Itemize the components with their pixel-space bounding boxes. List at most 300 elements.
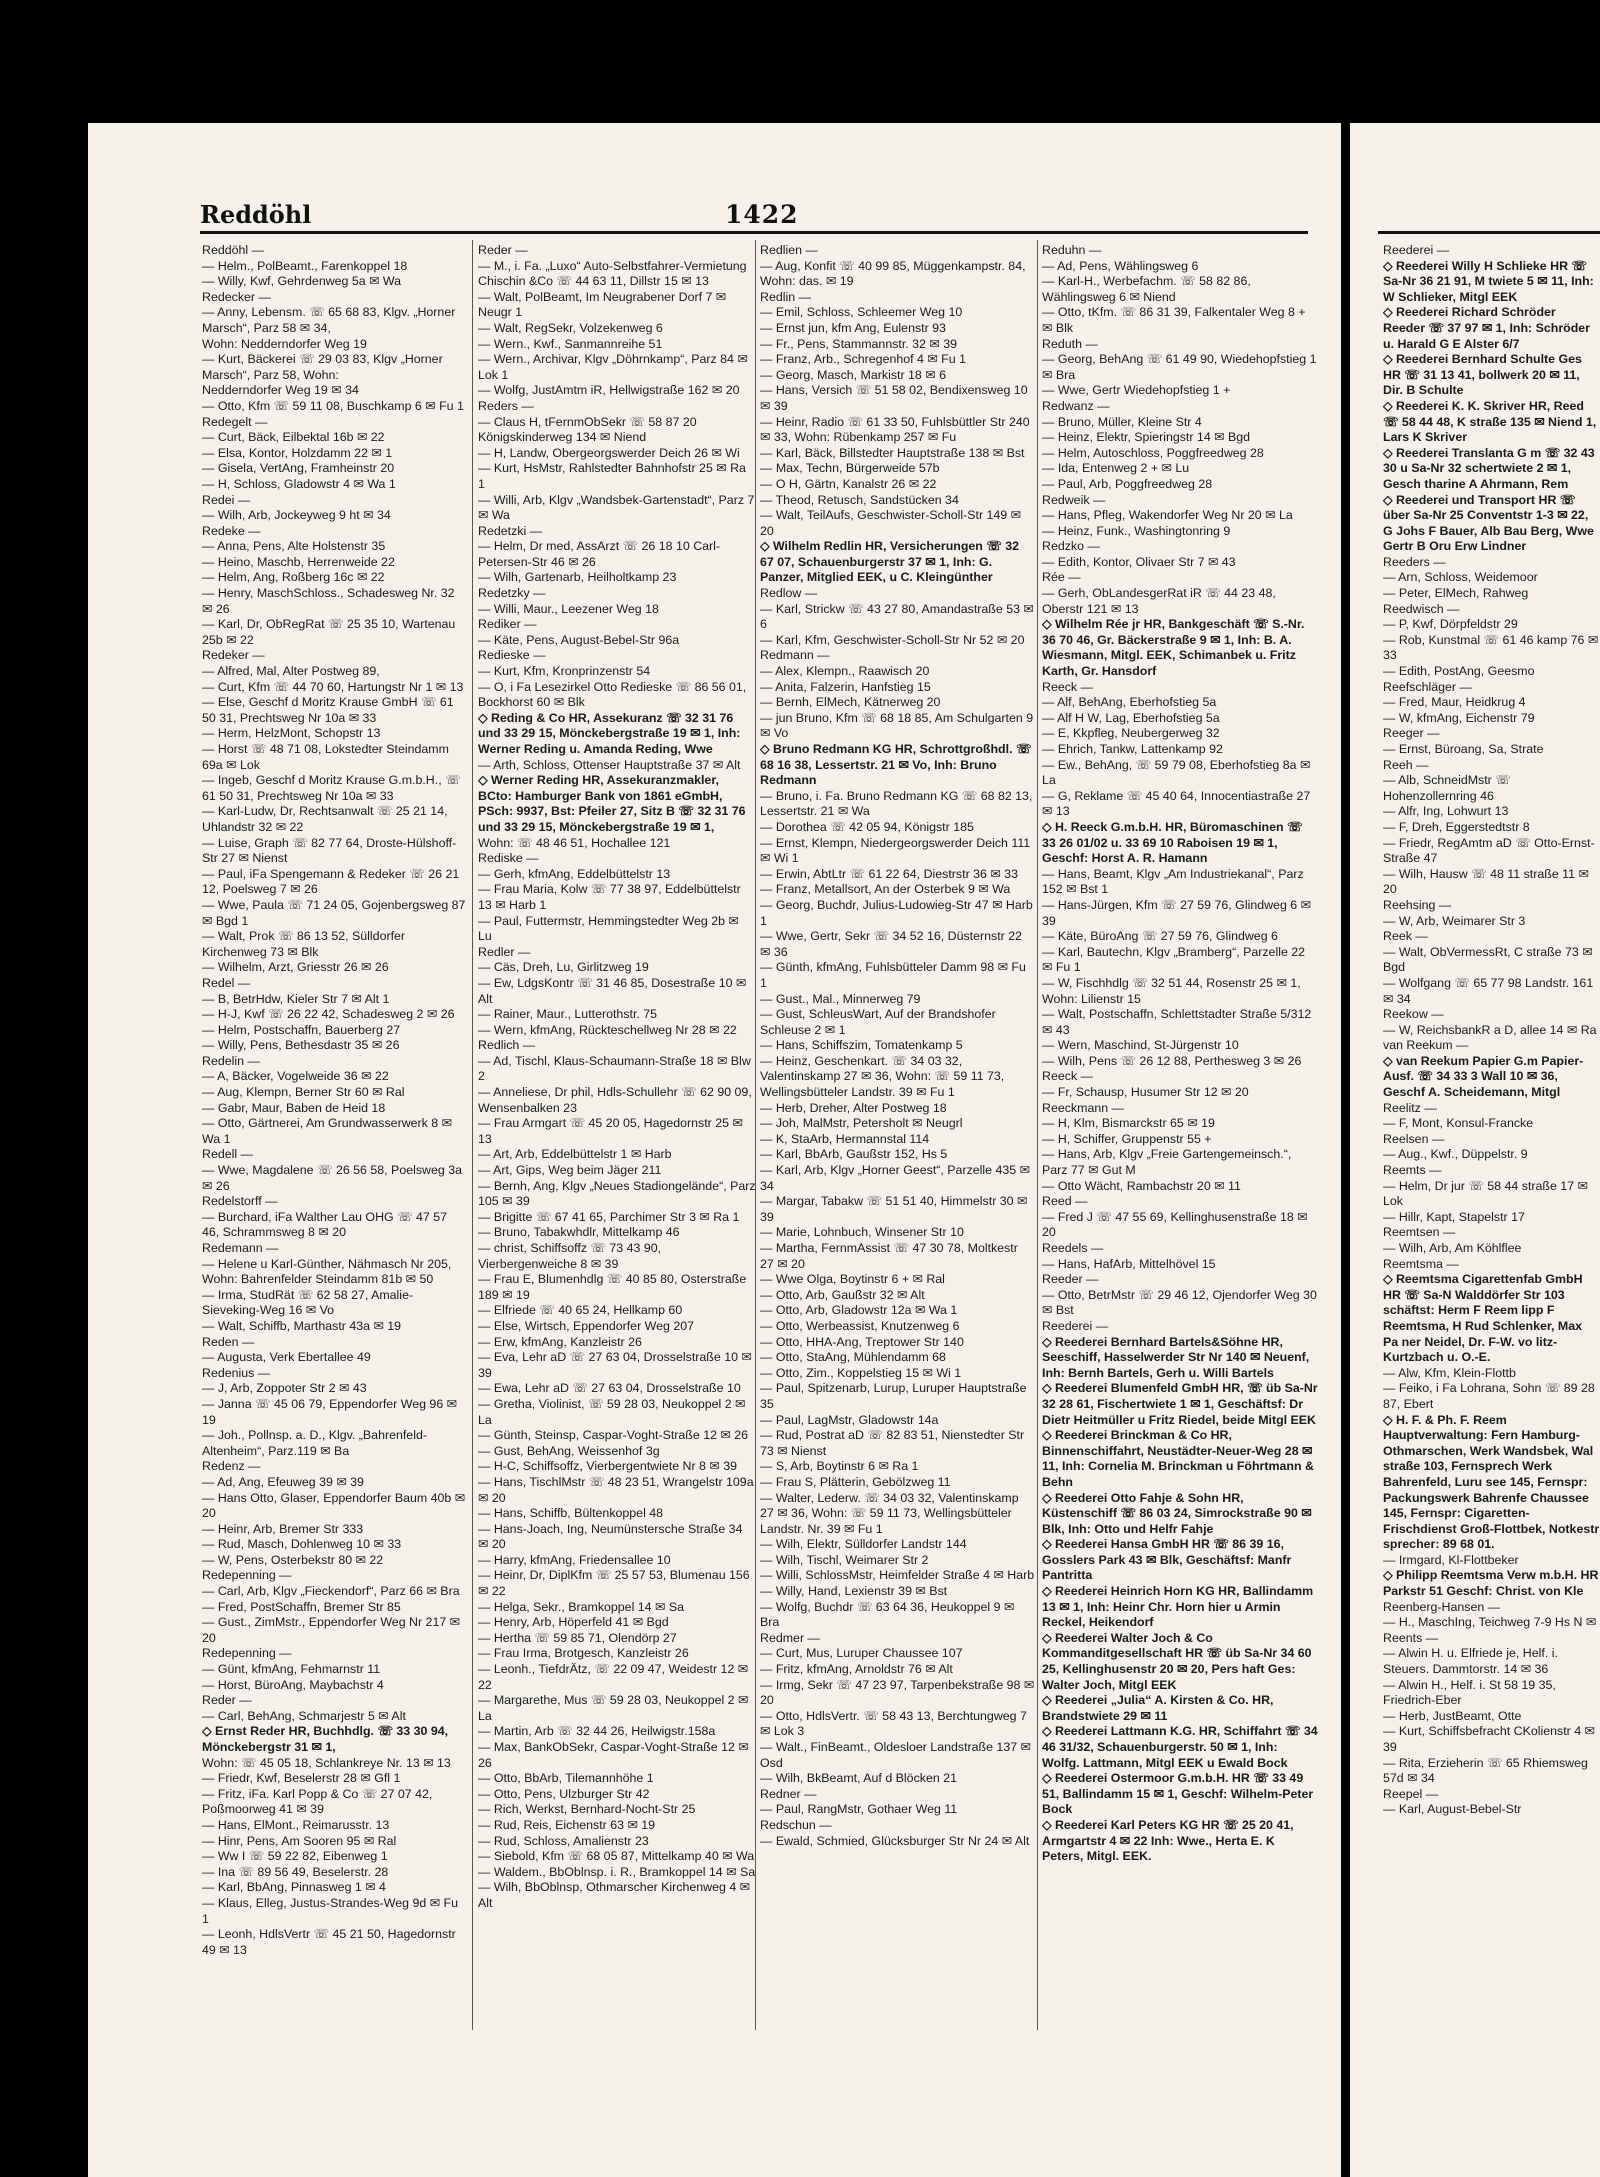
directory-entry: ◇ Reederei K. K. Skriver HR, Reed ☏ 58 44 48, K straße 135 ✉ Niend 1, Lars K Skriver [1383,398,1597,445]
surname-heading: Reefschläger — [1383,679,1472,694]
directory-entry: — H, Schloss, Gladowstr 4 ✉ Wa 1 [202,476,396,491]
directory-entry: — Frau Armgart ☏ 45 20 05, Hagedornstr 25 ✉ 13 [478,1116,743,1146]
directory-entry: — Rob, Kunstmal ☏ 61 46 kamp 76 ✉ 33 [1383,632,1599,663]
directory-entry: — Helm, Postschaffn, Bauerberg 27 [202,1022,401,1037]
surname-heading: Redelin — [202,1053,260,1068]
directory-entry: — Wilh, Hausw ☏ 48 11 straße 11 ✉ 20 [1383,866,1589,897]
directory-entry: — Otto, Arb, Gaußstr 32 ✉ Alt [760,1287,925,1302]
directory-entry: — H, Landw, Obergeorgswerder Deich 26 ✉ Wi [478,445,740,460]
directory-entry: — Heinz, Elektr, Spieringstr 14 ✉ Bgd [1042,430,1251,445]
directory-entry: — Hans, Versich ☏ 51 58 02, Bendixensweg 10 ✉ 39 [760,383,1028,413]
surname-heading: Redmann — [760,648,830,663]
directory-entry: — Irmgard, Kl-Flottbeker [1383,1552,1519,1567]
directory-entry: — Wwe, Paula ☏ 71 24 05, Gojenbergsweg 87 ✉ Bgd 1 [202,897,466,928]
directory-entry: — Else, Wirtsch, Eppendorfer Weg 207 [478,1318,695,1333]
directory-entry: — Fred, Maur, Heidkrug 4 [1383,695,1526,710]
surname-heading: Redegelt — [202,414,268,429]
directory-entry: — Leonh, HdlsVertr ☏ 45 21 50, Hagedornstr 49 ✉ 13 [202,1927,456,1957]
directory-entry: — Claus H, tFernmObSekr ☏ 58 87 20 Königskinderweg 134 ✉ Niend [478,414,697,445]
directory-entry: — H, Schiffer, Gruppenstr 55 + [1042,1131,1212,1146]
directory-entry: ◇ Reederei Hansa GmbH HR ☏ 86 39 16, Gosslers Park 43 ✉ Blk, Geschäftsf: Manfr Pantritta [1042,1537,1292,1583]
directory-entry: — H., MaschIng, Teichweg 7-9 Hs N ✉ [1383,1615,1597,1630]
directory-entry: Wohn: ☏ 45 05 18, Schlankreye Nr. 13 ✉ 13 [202,1755,451,1770]
directory-entry: — Bernh, ElMech, Kätnerweg 20 [760,695,941,710]
directory-entry: — Karl, Bäck, Billstedter Hauptstraße 138 ✉ Bst [760,445,1025,460]
directory-entry: — Elsa, Kontor, Holzdamm 22 ✉ 1 [202,445,393,460]
directory-entry: — Gust., Mal., Minnerweg 79 [760,991,921,1006]
surname-heading: Rediker — [478,617,537,632]
directory-entry: — Gerh, ObLandesgerRat iR ☏ 44 23 48, Oberstr 121 ✉ 13 [1042,586,1276,616]
directory-entry: — Kurt, Kfm, Kronprinzenstr 54 [478,664,651,679]
directory-entry: — Frau Maria, Kolw ☏ 77 38 97, Eddelbüttelstr 13 ✉ Harb 1 [478,882,741,912]
directory-entry: — Anny, Lebensm. ☏ 65 68 83, Klgv. „Horner Marsch“, Parz 58 ✉ 34, [202,305,456,335]
directory-entry: — Helm., PolBeamt., Farenkoppel 18 [202,258,408,273]
directory-entry: — Horst ☏ 48 71 08, Lokstedter Steindamm 69a ✉ Lok [202,742,449,772]
directory-entry: — Wwe Olga, Boytinstr 6 + ✉ Ral [760,1272,945,1287]
surname-heading: Redzko — [1042,539,1100,554]
directory-column-5 [1383,243,1600,2043]
directory-entry: — K, StaArb, Hermannstal 114 [760,1131,930,1146]
directory-entry: — Brigitte ☏ 67 41 65, Parchimer Str 3 ✉ Ra 1 [478,1209,740,1224]
directory-entry: — Hans, Pfleg, Wakendorfer Weg Nr 20 ✉ La [1042,508,1293,523]
surname-heading: Redemann — [202,1241,279,1255]
directory-entry: — P, Kwf, Dörpfeldstr 29 [1383,617,1518,632]
surname-heading: Redeke — [202,523,261,538]
directory-entry: — Bruno, Müller, Kleine Str 4 [1042,414,1202,429]
directory-entry: — Herb, JustBeamt, Otte [1383,1708,1522,1723]
directory-entry: — Alb, SchneidMstr ☏ Hohenzollernring 46 [1383,773,1511,803]
directory-entry: — Günth, Steinsp, Caspar-Voght-Straße 12 ✉ 26 [478,1428,749,1443]
surname-heading: Reenberg-Hansen — [1383,1599,1501,1614]
directory-entry: ◇ Reederei Translanta G m ☏ 32 43 30 u Sa-Nr 32 schertwiete 2 ✉ 1, Gesch tharine A Ahrmann, Rem [1383,445,1595,491]
surname-heading: Reedwisch — [1383,601,1460,616]
directory-entry: — Gust., ZimMstr., Eppendorfer Weg Nr 217 ✉ 20 [202,1615,461,1645]
directory-entry: — Alf, BehAng, Eberhofstieg 5a [1042,695,1217,710]
directory-entry: — Frau S, Plätterin, Gebölzweg 11 [760,1474,951,1489]
directory-entry: — Ina ☏ 89 56 49, Beselerstr. 28 [202,1864,389,1879]
surname-heading: Redell — [202,1147,253,1162]
directory-entry: — Peter, ElMech, Rahweg [1383,586,1529,601]
directory-entry: ◇ Ernst Reder HR, Buchhdlg. ☏ 33 30 94, Mönckebergstr 31 ✉ 1, [202,1724,449,1754]
directory-entry: — Karl, BbAng, Pinnasweg 1 ✉ 4 [202,1880,386,1895]
directory-entry: — Herb, Dreher, Alter Postweg 18 [760,1100,947,1115]
directory-entry: — jun Bruno, Kfm ☏ 68 18 85, Am Schulgarten 9 ✉ Vo [760,710,1034,741]
directory-entry: — B, BetrHdw, Kieler Str 7 ✉ Alt 1 [202,991,390,1006]
directory-entry: — Arth, Schloss, Ottenser Hauptstraße 37 ✉ Alt [478,757,741,772]
directory-entry: — Gust, SchleusWart, Auf der Brandshofer Schleuse 2 ✉ 1 [760,1007,996,1037]
directory-entry: ◇ Reederei Brinckman & Co HR, Binnenschiffahrt, Neustädter-Neuer-Weg 28 ✉ 11, Inh: Cornelia M. Brinckman u Föhrtmann & Behn [1042,1428,1314,1489]
surname-heading: Redweik — [1042,492,1106,507]
directory-entry: — Karl, Dr, ObRegRat ☏ 25 35 10, Wartenau 25b ✉ 22 [202,617,456,647]
directory-entry: — Friedr, Kwf, Beselerstr 28 ✉ Gfl 1 [202,1771,401,1786]
directory-entry: — Otto, StaAng, Mühlendamm 68 [760,1350,946,1365]
directory-entry: — Willi, SchlossMstr, Heimfelder Straße 4 ✉ Harb [760,1568,1035,1583]
directory-entry: Nedderndorfer Weg 19 ✉ 34 [202,383,359,398]
directory-entry: — Cäs, Dreh, Lu, Girlitzweg 19 [478,960,649,975]
directory-column-3 [760,243,1035,2043]
directory-entry: — Ehrich, Tankw, Lattenkamp 92 [1042,742,1223,756]
directory-entry: — Ad, Ang, Efeuweg 39 ✉ 39 [202,1474,364,1489]
directory-entry: — Hillr, Kapt, Stapelstr 17 [1383,1209,1525,1224]
directory-entry: — Henry, Arb, Höperfeld 41 ✉ Bgd [478,1615,669,1630]
directory-entry: — Aug., Kwf., Düppelstr. 9 [1383,1147,1528,1162]
directory-entry: — Bruno, Tabakwhdlr, Mittelkamp 46 [478,1225,680,1240]
directory-entry: — W, Fischhdlg ☏ 32 51 44, Rosenstr 25 ✉ 1, Wohn: Lilienstr 15 [1042,975,1301,1006]
directory-entry: — Wern, kfmAng, Rückteschellweg Nr 28 ✉ 22 [478,1022,737,1037]
surname-heading: van Reekum — [1383,1038,1469,1053]
directory-entry: — Wilh, BbOblnsp, Othmarscher Kirchenweg 4 ✉ Alt [478,1880,751,1910]
directory-entry: — Wern, Maschind, St-Jürgenstr 10 [1042,1038,1239,1053]
directory-entry: — Walt, Postschaffn, Schlettstadter Straße 5/312 ✉ 43 [1042,1007,1312,1037]
surname-heading: Reeck — [1042,1069,1093,1084]
directory-entry: ◇ Reemtsma Cigarettenfab GmbH HR ☏ Sa-N Walddörfer Str 103 schäftst: Herm F Reem lipp F Reemtsma, H Rud Schlenker, Max Pa ner Neidel, Dr. F-W. vo litz-Kurtzbach u. O.-E. [1383,1272,1583,1365]
directory-entry: — Curt, Bäck, Eilbektal 16b ✉ 22 [202,430,385,445]
surname-heading: Reeder — [1042,1272,1099,1287]
directory-entry: — Rud, Postrat aD ☏ 82 83 51, Nienstedter Str 73 ✉ Nienst [760,1428,1025,1458]
directory-entry: — A, Bäcker, Vogelweide 36 ✉ 22 [202,1069,389,1084]
directory-entry: — Emil, Schloss, Schleemer Weg 10 [760,305,963,320]
directory-entry: — Janna ☏ 45 06 79, Eppendorfer Weg 96 ✉ 19 [202,1396,458,1427]
directory-entry: ◇ Philipp Reemtsma Verw m.b.H. HR Parkstr 51 Geschf: Christ. von Kle [1383,1568,1599,1599]
directory-entry: — Heinr, Arb, Bremer Str 333 [202,1521,364,1536]
directory-entry: — Henry, MaschSchloss., Schadesweg Nr. 32 ✉ 26 [202,586,455,616]
directory-entry: — Willy, Pens, Bethesdastr 35 ✉ 26 [202,1038,400,1053]
directory-entry: — Günt, kfmAng, Fehmarnstr 11 [202,1662,381,1677]
surname-heading: Redetzky — [478,586,546,601]
directory-entry: — Wilh, Tischl, Weimarer Str 2 [760,1552,929,1567]
surname-heading: Reederei — [1042,1318,1109,1333]
surname-heading: Reents — [1383,1630,1439,1645]
surname-heading: Reederei — [1383,243,1450,257]
directory-entry: — Leonh., TiefdrÄtz, ☏ 22 09 47, Weidestr 12 ✉ 22 [478,1662,749,1692]
surname-heading: Reduhn — [1042,243,1102,257]
directory-entry: — Klaus, Elleg, Justus-Strandes-Weg 9d ✉ Fu 1 [202,1895,459,1926]
directory-entry: — Paul, LagMstr, Gladowstr 14a [760,1412,939,1427]
directory-entry: — Karl, August-Bebel-Str [1383,1802,1522,1817]
directory-entry: — Wolfgang ☏ 65 77 98 Landstr. 161 ✉ 34 [1383,975,1594,1006]
directory-entry: — Helga, Sekr., Bramkoppel 14 ✉ Sa [478,1599,684,1614]
directory-entry: — Wern., Archivar, Klgv „Döhrnkamp“, Parz 84 ✉ Lok 1 [478,352,748,382]
directory-entry: — Anita, Falzerin, Hanfstieg 15 [760,679,931,694]
directory-entry: — Georg, BehAng ☏ 61 49 90, Wiedehopfstieg 1 ✉ Bra [1042,352,1317,382]
column-divider [1037,240,1038,2030]
directory-entry: — Wilh, Arb, Am Köhlflee [1383,1241,1522,1255]
directory-entry: ◇ van Reekum Papier G.m Papier-Ausf. ☏ 34 33 3 Wall 10 ✉ 36, Geschf A. Scheidemann, Mitgl [1383,1053,1584,1100]
directory-entry: — Gust, BehAng, Weissenhof 3g [478,1443,660,1458]
directory-entry: — Wilhelm, Arzt, Griesstr 26 ✉ 26 [202,960,389,975]
directory-entry: — Heinr, Radio ☏ 61 33 50, Fuhlsbüttler Str 240 ✉ 33, Wohn: Rübenkamp 257 ✉ Fu [760,414,1030,445]
directory-entry: — Georg, Masch, Markistr 18 ✉ 6 [760,367,946,382]
directory-entry: — G, Reklame ☏ 45 40 64, Innocentiastraße 27 ✉ 13 [1042,788,1311,819]
directory-entry: — Otto, Pens, Ulzburger Str 42 [478,1786,650,1801]
directory-entry: — W, Pens, Osterbekstr 80 ✉ 22 [202,1552,384,1567]
directory-entry: — Otto, Gärtnerei, Am Grundwasserwerk 8 ✉ Wa 1 [202,1116,453,1146]
surname-heading: Reeck — [1042,679,1093,694]
directory-entry: — Alfr, Ing, Lohwurt 13 [1383,804,1509,819]
directory-entry: — Wwe, Gertr, Sekr ☏ 34 52 16, Düsternstr 22 ✉ 36 [760,929,1023,959]
surname-heading: Reek — [1383,929,1428,944]
directory-entry: — Ww I ☏ 59 22 82, Eibenweg 1 [202,1849,388,1864]
directory-entry: — Edith, Kontor, Olivaer Str 7 ✉ 43 [1042,554,1236,569]
directory-entry: ◇ H. F. & Ph. F. Reem Hauptverwaltung: Fern Hamburg-Othmarschen, Werk Wandsbek, Wal straße 103, Fernsprech Werk Bahrenfeld, Luru see 145, Fernspr: Packungswerk Bahrenfe Chaussee 145, Fernspr: Cigaretten-Frischdienst Groß-Flottbek, Notkestr sprecher: 89 68 01. [1383,1412,1600,1552]
directory-entry: — Irma, StudRät ☏ 62 58 27, Amalie-Sieveking-Weg 16 ✉ Vo [202,1287,414,1318]
surname-heading: Redlow — [760,586,818,601]
directory-entry: — Margar, Tabakw ☏ 51 51 40, Himmelstr 30 ✉ 39 [760,1194,1028,1224]
page-number: 1422 [725,200,799,229]
directory-entry: — Feiko, i Fa Lohrana, Sohn ☏ 89 28 87, Ebert [1383,1381,1595,1411]
directory-entry: — Hertha ☏ 59 85 71, Olendörp 27 [478,1630,677,1645]
directory-entry: ◇ Reederei „Julia“ A. Kirsten & Co. HR, Brandstwiete 29 ✉ 11 [1042,1693,1274,1723]
directory-entry: — Walter, Lederw. ☏ 34 03 32, Valentinskamp 27 ✉ 36, Wohn: ☏ 59 11 73, Wellingsbütteler Landstr. Nr. 39 ✉ Fu 1 [760,1490,1019,1536]
directory-entry: — O H, Gärtn, Kanalstr 26 ✉ 22 [760,476,937,491]
directory-entry: — Rita, Erzieherin ☏ 65 Rhiemsweg 57d ✉ 34 [1383,1755,1588,1786]
directory-entry: — Hans, HafArb, Mittelhövel 15 [1042,1256,1216,1271]
directory-entry: — Friedr, RegAmtm aD ☏ Otto-Ernst-Straße 47 [1383,835,1595,866]
directory-entry: — Eva, Lehr aD ☏ 27 63 04, Drosselstraße 10 ✉ 39 [478,1350,752,1380]
surname-heading: Reeders — [1383,554,1446,569]
directory-entry: — Walt, PolBeamt, Im Neugrabener Dorf 7 ✉ Neugr 1 [478,289,727,320]
directory-entry: ◇ Reding & Co HR, Assekuranz ☏ 32 31 76 und 33 29 15, Mönckebergstraße 19 ✉ 1, Inh: Werner Reding u. Amanda Reding, Wwe [478,710,741,756]
surname-heading: Redel — [202,975,251,990]
directory-entry: — Martin, Arb ☏ 32 44 26, Heilwigstr.158a [478,1724,716,1739]
directory-entry: — Gisela, VertAng, Framheinstr 20 [202,461,395,476]
directory-entry: — Hans, Schiffszim, Tomatenkamp 5 [760,1038,963,1053]
directory-entry: — Dorothea ☏ 42 05 94, Königstr 185 [760,819,974,834]
directory-entry: — Otto, BetrMstr ☏ 29 46 12, Ojendorfer Weg 30 ✉ Bst [1042,1287,1317,1318]
surname-heading: Rediske — [478,851,539,866]
directory-entry: — Otto, Zim., Koppelstieg 15 ✉ Wi 1 [760,1365,962,1380]
directory-entry: — Burchard, iFa Walther Lau OHG ☏ 47 57 46, Schrammsweg 8 ✉ 20 [202,1209,448,1240]
directory-entry: — Marie, Lohnbuch, Winsener Str 10 [760,1225,964,1240]
directory-entry: Wohn: ☏ 48 46 51, Hochallee 121 [478,835,671,850]
directory-entry: — Franz, Metallsort, An der Osterbek 9 ✉ Wa [760,882,1011,897]
directory-entry: — Harry, kfmAng, Friedensallee 10 [478,1552,671,1567]
directory-entry: — Carl, BehAng, Schmarjestr 5 ✉ Alt [202,1708,406,1723]
surname-heading: Reedels — [1042,1241,1104,1255]
directory-entry: — Irmg, Sekr ☏ 47 23 97, Tarpenbekstraße 98 ✉ 20 [760,1677,1035,1708]
directory-entry: — Walt, RegSekr, Volzekenweg 6 [478,320,663,335]
directory-entry: — Walt, Prok ☏ 86 13 52, Sülldorfer Kirchenweg 73 ✉ Blk [202,929,406,959]
surname-heading: Redner — [760,1786,817,1801]
surname-heading: Redwanz — [1042,398,1110,413]
directory-entry: — Karl, Strickw ☏ 43 27 80, Amandastraße 53 ✉ 6 [760,601,1034,632]
directory-entry: — Ad, Pens, Wählingsweg 6 [1042,258,1199,273]
directory-entry: ◇ Bruno Redmann KG HR, Schrottgroßhdl. ☏ 68 16 38, Lessertstr. 21 ✉ Vo, Inh: Bruno Redmann [760,742,1032,788]
directory-entry: — Hans-Joach, Ing, Neumünstersche Straße 34 ✉ 20 [478,1521,743,1552]
surname-heading: Reemts — [1383,1163,1442,1178]
directory-entry: — Paul, Spitzenarb, Lurup, Luruper Hauptstraße 35 [760,1381,1027,1411]
directory-entry: — Art, Arb, Eddelbüttelstr 1 ✉ Harb [478,1147,672,1162]
directory-entry: — Paul, RangMstr, Gothaer Weg 11 [760,1802,958,1817]
directory-entry: — Otto, BbArb, Tilemannhöhe 1 [478,1771,654,1786]
directory-entry: — Helm, Dr med, AssArzt ☏ 26 18 10 Carl-Petersen-Str 46 ✉ 26 [478,539,721,569]
directory-entry: — Karl, Arb, Klgv „Horner Geest“, Parzelle 435 ✉ 34 [760,1163,1030,1193]
directory-entry: ◇ Werner Reding HR, Assekuranzmakler, BCto: Hamburger Bank von 1861 eGmbH, PSch: 9937, Bst: Pfeiler 27, Sitz B ☏ 32 31 76 und 33 29 15, Mönckebergstraße 19 ✉ 1, [478,773,746,834]
directory-entry: — Helm, Autoschloss, Poggfreedweg 28 [1042,445,1264,460]
surname-heading: Reder — [478,243,528,257]
surname-heading: Redler — [478,944,531,959]
directory-entry: — Heinz, Funk., Washingtonring 9 [1042,523,1231,538]
directory-entry: — Alw, Kfm, Klein-Flottb [1383,1365,1516,1380]
directory-entry: — Fritz, kfmAng, Arnoldstr 76 ✉ Alt [760,1662,953,1677]
directory-entry: — Joh., Pollnsp. a. D., Klgv. „Bahrenfeld-Altenheim“, Parz.119 ✉ Ba [202,1428,427,1458]
surname-heading: Reeh — [1383,757,1429,772]
directory-entry: — F, Mont, Konsul-Francke [1383,1116,1534,1131]
directory-entry: — Aug, Konfit ☏ 40 99 85, Müggenkampstr. 84, Wohn: das. ✉ 19 [760,258,1026,289]
directory-entry: ◇ Reederei Otto Fahje & Sohn HR, Küstenschiff ☏ 86 03 24, Simrockstraße 90 ✉ Blk, Inh: Otto und Helfr Fahje [1042,1490,1312,1536]
directory-entry: — Joh, MalMstr, Petersholt ✉ Neugrl [760,1116,963,1131]
directory-entry: — Karl, BbArb, Gaußstr 152, Hs 5 [760,1147,948,1162]
directory-entry: ◇ Reederei Willy H Schlieke HR ☏ Sa-Nr 36 21 91, M twiete 5 ✉ 11, Inh: W Schlieker, Mitgl EEK [1383,258,1594,304]
directory-entry: ◇ Wilhelm Rée jr HR, Bankgeschäft ☏ S.-Nr. 36 70 46, Gr. Bäckerstraße 9 ✉ 1, Inh: B. A. Wiesmann, Mitgl. EEK, Schimanbek u. Fritz Karth, Gr. Hansdorf [1042,617,1305,679]
surname-heading: Redlien — [760,243,818,257]
directory-entry: ◇ Reederei Ostermoor G.m.b.H. HR ☏ 33 49 51, Ballindamm 15 ✉ 1, Geschf: Wilhelm-Peter Bock [1042,1771,1314,1817]
directory-entry: — W, Arb, Weimarer Str 3 [1383,913,1526,928]
directory-entry: ◇ Reederei Bernhard Bartels&Söhne HR, Seeschiff, Hasselwerder Str Nr 140 ✉ Neuenf, Inh: Bernh Bartels, Gerh u. Willi Bartels [1042,1334,1310,1380]
directory-entry: — Willy, Kwf, Gehrdenweg 5a ✉ Wa [202,274,402,289]
directory-entry: — Ad, Tischl, Klaus-Schaumann-Straße 18 ✉ Blw 2 [478,1053,751,1084]
directory-entry: — Alfred, Mal, Alter Postweg 89, [202,664,380,679]
directory-entry: — Curt, Kfm ☏ 44 70 60, Hartungstr Nr 1 ✉ 13 [202,679,464,694]
directory-entry: — Helm, Ang, Roßberg 16c ✉ 22 [202,570,385,585]
surname-heading: Redelstorff — [202,1194,278,1209]
directory-entry: — Otto, Arb, Gladowstr 12a ✉ Wa 1 [760,1303,958,1318]
surname-heading: Reddöhl — [202,243,264,257]
directory-entry: — Wwe, Magdalene ☏ 26 56 58, Poelsweg 3a ✉ 26 [202,1163,463,1193]
surname-heading: Reduth — [1042,336,1098,351]
directory-entry: — Fritz, iFa. Karl Popp & Co ☏ 27 07 42, Poßmoorweg 41 ✉ 39 [202,1786,433,1817]
directory-entry: — Gretha, Violinist, ☏ 59 28 03, Neukoppel 2 ✉ La [478,1396,746,1427]
directory-column-2 [478,243,756,2043]
directory-entry: ◇ Reederei und Transport HR ☏ über Sa-Nr 25 Conventstr 1-3 ✉ 22, G Johs F Bauer, Alb Bau Berg, Wwe Gertr B Oru Erw Lindner [1383,492,1594,554]
directory-entry: — Fred J ☏ 47 55 69, Kellinghusenstraße 18 ✉ 20 [1042,1209,1308,1240]
directory-entry: — Fr, Schausp, Husumer Str 12 ✉ 20 [1042,1085,1249,1100]
directory-entry: — Hans, Schiffb, Bültenkoppel 48 [478,1506,664,1521]
directory-entry: — Otto, HHA-Ang, Treptower Str 140 [760,1334,964,1349]
directory-entry: — Otto, Kfm ☏ 59 11 08, Buschkamp 6 ✉ Fu 1 [202,398,464,413]
directory-entry: — Otto, tKfm. ☏ 86 31 39, Falkentaler Weg 8 + ✉ Blk [1042,305,1306,335]
directory-column-1 [202,243,467,2043]
surname-heading: Reeckmann — [1042,1100,1124,1115]
directory-entry: — Alex, Klempn., Raawisch 20 [760,664,930,679]
directory-entry: — Alf H W, Lag, Eberhofstieg 5a [1042,710,1220,725]
directory-entry: — M., i. Fa. „Luxo“ Auto-Selbstfahrer-Vermietung Chischin &Co ☏ 44 63 11, Dillstr 15 ✉ 13 [478,258,747,289]
surname-heading: Redei — [202,492,251,507]
directory-entry: — Wilh, Elektr, Sülldorfer Landstr 144 [760,1537,967,1552]
surname-heading: Redieske — [478,648,546,663]
directory-entry: — Ingeb, Geschf d Moritz Krause G.m.b.H., ☏ 61 50 31, Prechtsweg Nr 10a ✉ 33 [202,773,461,803]
directory-entry: — Wilh, BkBeamt, Auf d Blöcken 21 [760,1771,957,1786]
column-divider [472,240,473,2030]
surname-heading: Redeker — [202,648,265,663]
directory-entry: — Wern., Kwf., Sanmannreihe 51 [478,336,663,351]
directory-entry: — Curt, Mus, Luruper Chaussee 107 [760,1646,963,1661]
surname-heading: Reder — [202,1693,252,1708]
surname-heading: Reepel — [1383,1786,1439,1801]
directory-entry: — Otto Wächt, Rambachstr 20 ✉ 11 [1042,1178,1241,1193]
directory-entry: — Willi, Arb, Klgv „Wandsbek-Gartenstadt“, Parz 7 ✉ Wa [478,492,755,523]
directory-entry: — Käte, Pens, August-Bebel-Str 96a [478,632,680,647]
directory-entry: — Alwin H. u. Elfriede je, Helf. i. Steuers. Dammtorstr. 14 ✉ 36 [1383,1646,1558,1677]
directory-entry: — Karl, Bautechn, Klgv „Bramberg“, Parzelle 22 ✉ Fu 1 [1042,944,1306,975]
directory-entry: — Frau E, Blumenhdlg ☏ 40 85 80, Osterstraße 189 ✉ 19 [478,1272,747,1302]
directory-entry: — W, kfmAng, Eichenstr 79 [1383,710,1535,725]
directory-entry: — Rud, Masch, Dohlenweg 10 ✉ 33 [202,1537,402,1552]
directory-entry: — Karl, Kfm, Geschwister-Scholl-Str Nr 52 ✉ 20 [760,632,1025,647]
directory-entry: — Bernh, Ang, Klgv „Neues Stadiongelände“, Parz 105 ✉ 39 [478,1178,756,1209]
directory-entry: — Aug, Klempn, Berner Str 60 ✉ Ral [202,1085,405,1100]
surname-heading: Reders — [478,398,534,413]
directory-entry: — Willi, Maur., Leezener Weg 18 [478,601,659,616]
directory-entry: — Ew, LdgsKontr ☏ 31 46 85, Dosestraße 10 ✉ Alt [478,975,747,1006]
directory-entry: — Franz, Arb., Schregenhof 4 ✉ Fu 1 [760,352,966,367]
directory-entry: — Siebold, Kfm ☏ 68 05 87, Mittelkamp 40 ✉ Wa [478,1849,755,1864]
directory-entry: — Karl-H., Werbefachm. ☏ 58 82 86, Wählingsweg 6 ✉ Niend [1042,274,1251,304]
directory-entry: — Ernst, Klempn, Niedergeorgswerder Deich 111 ✉ Wi 1 [760,835,1031,866]
directory-entry: — Rud, Reis, Eichenstr 63 ✉ 19 [478,1817,656,1832]
directory-entry: — H-J, Kwf ☏ 26 22 42, Schadesweg 2 ✉ 26 [202,1007,455,1022]
directory-entry: — Hans-Jürgen, Kfm ☏ 27 59 76, Glindweg 6 ✉ 39 [1042,897,1311,928]
directory-entry: — Wilh, Pens ☏ 26 12 88, Perthesweg 3 ✉ 26 [1042,1053,1302,1068]
directory-entry: — Wwe, Gertr Wiedehopfstieg 1 + [1042,383,1231,398]
header-rule [200,231,1308,234]
directory-entry: — Edith, PostAng, Geesmo [1383,664,1535,679]
directory-entry: ◇ Reederei Lattmann K.G. HR, Schiffahrt ☏ 34 46 31/32, Schauenburgerstr. 50 ✉ 1, Inh: Wolfg. Lattmann, Mitgl EEK u Ewald Bock [1042,1724,1318,1770]
directory-entry: — Alwin H., Helf. i. St 58 19 35, Friedrich-Eber [1383,1677,1556,1708]
directory-entry: — Ernst, Büroang, Sa, Strate [1383,742,1544,756]
surname-heading: Redepenning — [202,1646,292,1661]
directory-entry: — christ, Schiffsoffz ☏ 73 43 90, Vierbergenweiche 8 ✉ 39 [478,1241,662,1271]
directory-entry: — Max, Techn, Bürgerweide 57b [760,461,940,476]
surname-heading: Rée — [1042,570,1081,585]
directory-entry: — Helm, Dr jur ☏ 58 44 straße 17 ✉ Lok [1383,1178,1588,1209]
surname-heading: Reeger — [1383,726,1440,741]
directory-entry: — Hans, Arb, Klgv „Freie Gartengemeinsch.“, Parz 77 ✉ Gut M [1042,1147,1292,1178]
surname-heading: Reden — [202,1334,255,1349]
directory-entry: — Heinr, Dr, DiplKfm ☏ 25 57 53, Blumenau 156 ✉ 22 [478,1568,750,1599]
directory-entry: — F, Dreh, Eggerstedtstr 8 [1383,819,1530,834]
directory-entry: — Bruno, i. Fa. Bruno Redmann KG ☏ 68 82 13, Lessertstr. 21 ✉ Wa [760,788,1033,819]
surname-heading: Redlin — [760,289,811,304]
directory-column-4 [1042,243,1318,2043]
directory-entry: — Wolfg, Buchdr ☏ 63 64 36, Heukoppel 9 ✉ Bra [760,1599,1015,1630]
directory-entry: — Ewa, Lehr aD ☏ 27 63 04, Drosselstraße 10 [478,1381,741,1396]
surname-heading: Reed — [1042,1194,1088,1209]
surname-heading: Redecker — [202,289,271,304]
directory-entry: — Kurt, HsMstr, Rahlstedter Bahnhofstr 25 ✉ Ra 1 [478,461,746,491]
directory-entry: ◇ Reederei Blumenfeld GmbH HR, ☏ üb Sa-Nr 32 28 61, Fischertwiete 1 ✉ 1, Geschäftsf: Dr Dietr Heitmüller u Fritz Riedel, beide Mitgl EEK [1042,1381,1318,1427]
directory-entry: — Frau Irma, Brotgesch, Kanzleistr 26 [478,1646,689,1661]
directory-entry: — Erwin, AbtLtr ☏ 61 22 64, Diestrstr 36 ✉ 33 [760,866,1018,881]
directory-entry: — Günth, kfmAng, Fuhlsbütteler Damm 98 ✉ Fu 1 [760,960,1026,990]
directory-entry: — Paul, Futtermstr, Hemmingstedter Weg 2b ✉ Lu [478,913,739,944]
directory-entry: — Waldem., BbOblnsp. i. R., Bramkoppel 14 ✉ Sa [478,1864,756,1879]
surname-heading: Redenz — [202,1459,261,1474]
directory-entry: — Margarethe, Mus ☏ 59 28 03, Neukoppel 2 ✉ La [478,1693,749,1723]
directory-entry: — H, Klm, Bismarckstr 65 ✉ 19 [1042,1116,1215,1131]
surname-heading: Redlich — [478,1038,536,1053]
directory-entry: — Augusta, Verk Ebertallee 49 [202,1350,371,1365]
directory-entry: — Otto, Werbeassist, Knutzenweg 6 [760,1318,960,1333]
directory-entry: — W, ReichsbankR a D, allee 14 ✉ Ra [1383,1022,1597,1037]
directory-entry: — Rich, Werkst, Bernhard-Nocht-Str 25 [478,1802,696,1817]
directory-entry: — Walt., FinBeamt., Oldesloer Landstraße 137 ✉ Osd [760,1740,1031,1770]
directory-entry: — Otto, HdlsVertr. ☏ 58 43 13, Berchtungweg 7 ✉ Lok 3 [760,1708,1027,1739]
directory-entry: — Kurt, Schiffsbefracht CKolienstr 4 ✉ 39 [1383,1724,1595,1754]
directory-entry: — Rainer, Maur., Lutterothstr. 75 [478,1007,658,1022]
surname-heading: Reemtsma — [1383,1256,1459,1271]
surname-heading: Reelitz — [1383,1100,1437,1115]
